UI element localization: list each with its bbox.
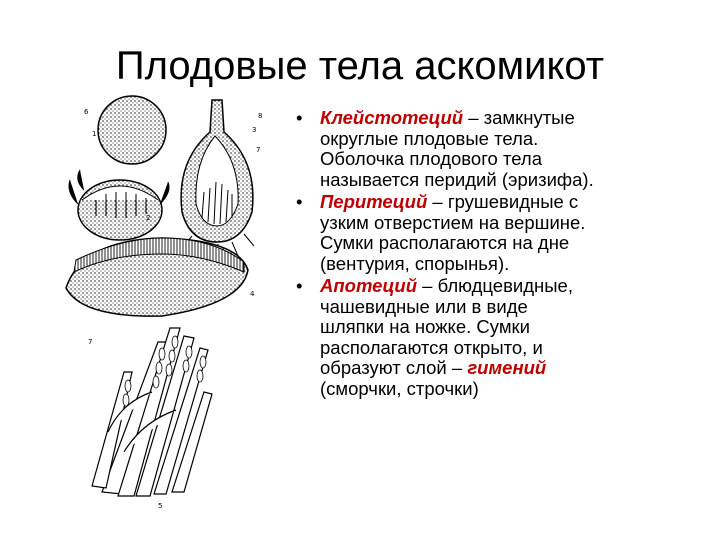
bullet-marker: • (296, 107, 303, 128)
bullet-line: располагаются открыто, и (320, 336, 543, 358)
term-perithecium: Перитеций (320, 191, 428, 212)
bullet-line: чашевидные или в виде (320, 295, 528, 317)
figure-label-3: 3 (252, 126, 257, 134)
bullet-apothecium (296, 276, 706, 399)
fruiting-bodies-illustration (62, 92, 272, 512)
term-cleistothecium: Клейстотеций (320, 107, 464, 128)
cleistothecium-drawing (98, 96, 166, 164)
bullet-line: узким отверстием на вершине. (320, 211, 586, 233)
figure-label-8: 8 (258, 112, 263, 120)
figure-label-7: 7 (256, 146, 261, 154)
bullet-line: округлые плодовые тела. (320, 127, 539, 149)
perithecium-drawing (181, 100, 257, 258)
bullet-line: – замкнутые (468, 107, 575, 128)
cleistothecium-section-drawing (69, 170, 169, 240)
bullet-line: называется перидий (эризифа). (320, 168, 594, 190)
bullet-line: Оболочка плодового тела (320, 148, 543, 169)
bullet-line: – блюдцевидные, (422, 275, 573, 296)
bullet-cleistothecium (296, 108, 706, 190)
figure-label-1: 1 (92, 130, 97, 138)
figure-label-4: 4 (250, 290, 255, 298)
bullet-line: образуют слой – (320, 357, 463, 378)
bullet-perithecium (296, 192, 706, 274)
term-apothecium: Апотеций (320, 275, 418, 296)
bullet-line: Сумки располагаются на дне (320, 232, 570, 253)
term-hymenium: гимений (467, 357, 547, 378)
apothecium-drawing (66, 238, 248, 316)
figure-label-2: 2 (146, 214, 151, 222)
hymenium-drawing (92, 328, 212, 496)
bullet-line: (сморчки, строчки) (320, 377, 479, 399)
figure-label-6: 6 (84, 108, 89, 116)
bullet-marker: • (296, 275, 303, 296)
bullet-marker: • (296, 191, 303, 212)
bullet-line: – грушевидные с (432, 191, 579, 212)
bullet-line: шляпки на ножке. Сумки (320, 316, 530, 337)
slide-title: Плодовые тела аскомикот (115, 44, 605, 88)
bullet-line: (вентурия, спорынья). (320, 252, 510, 274)
figure-label-7b: 7 (88, 338, 93, 346)
bullet-list (296, 108, 706, 401)
figure-label-5: 5 (158, 502, 163, 510)
